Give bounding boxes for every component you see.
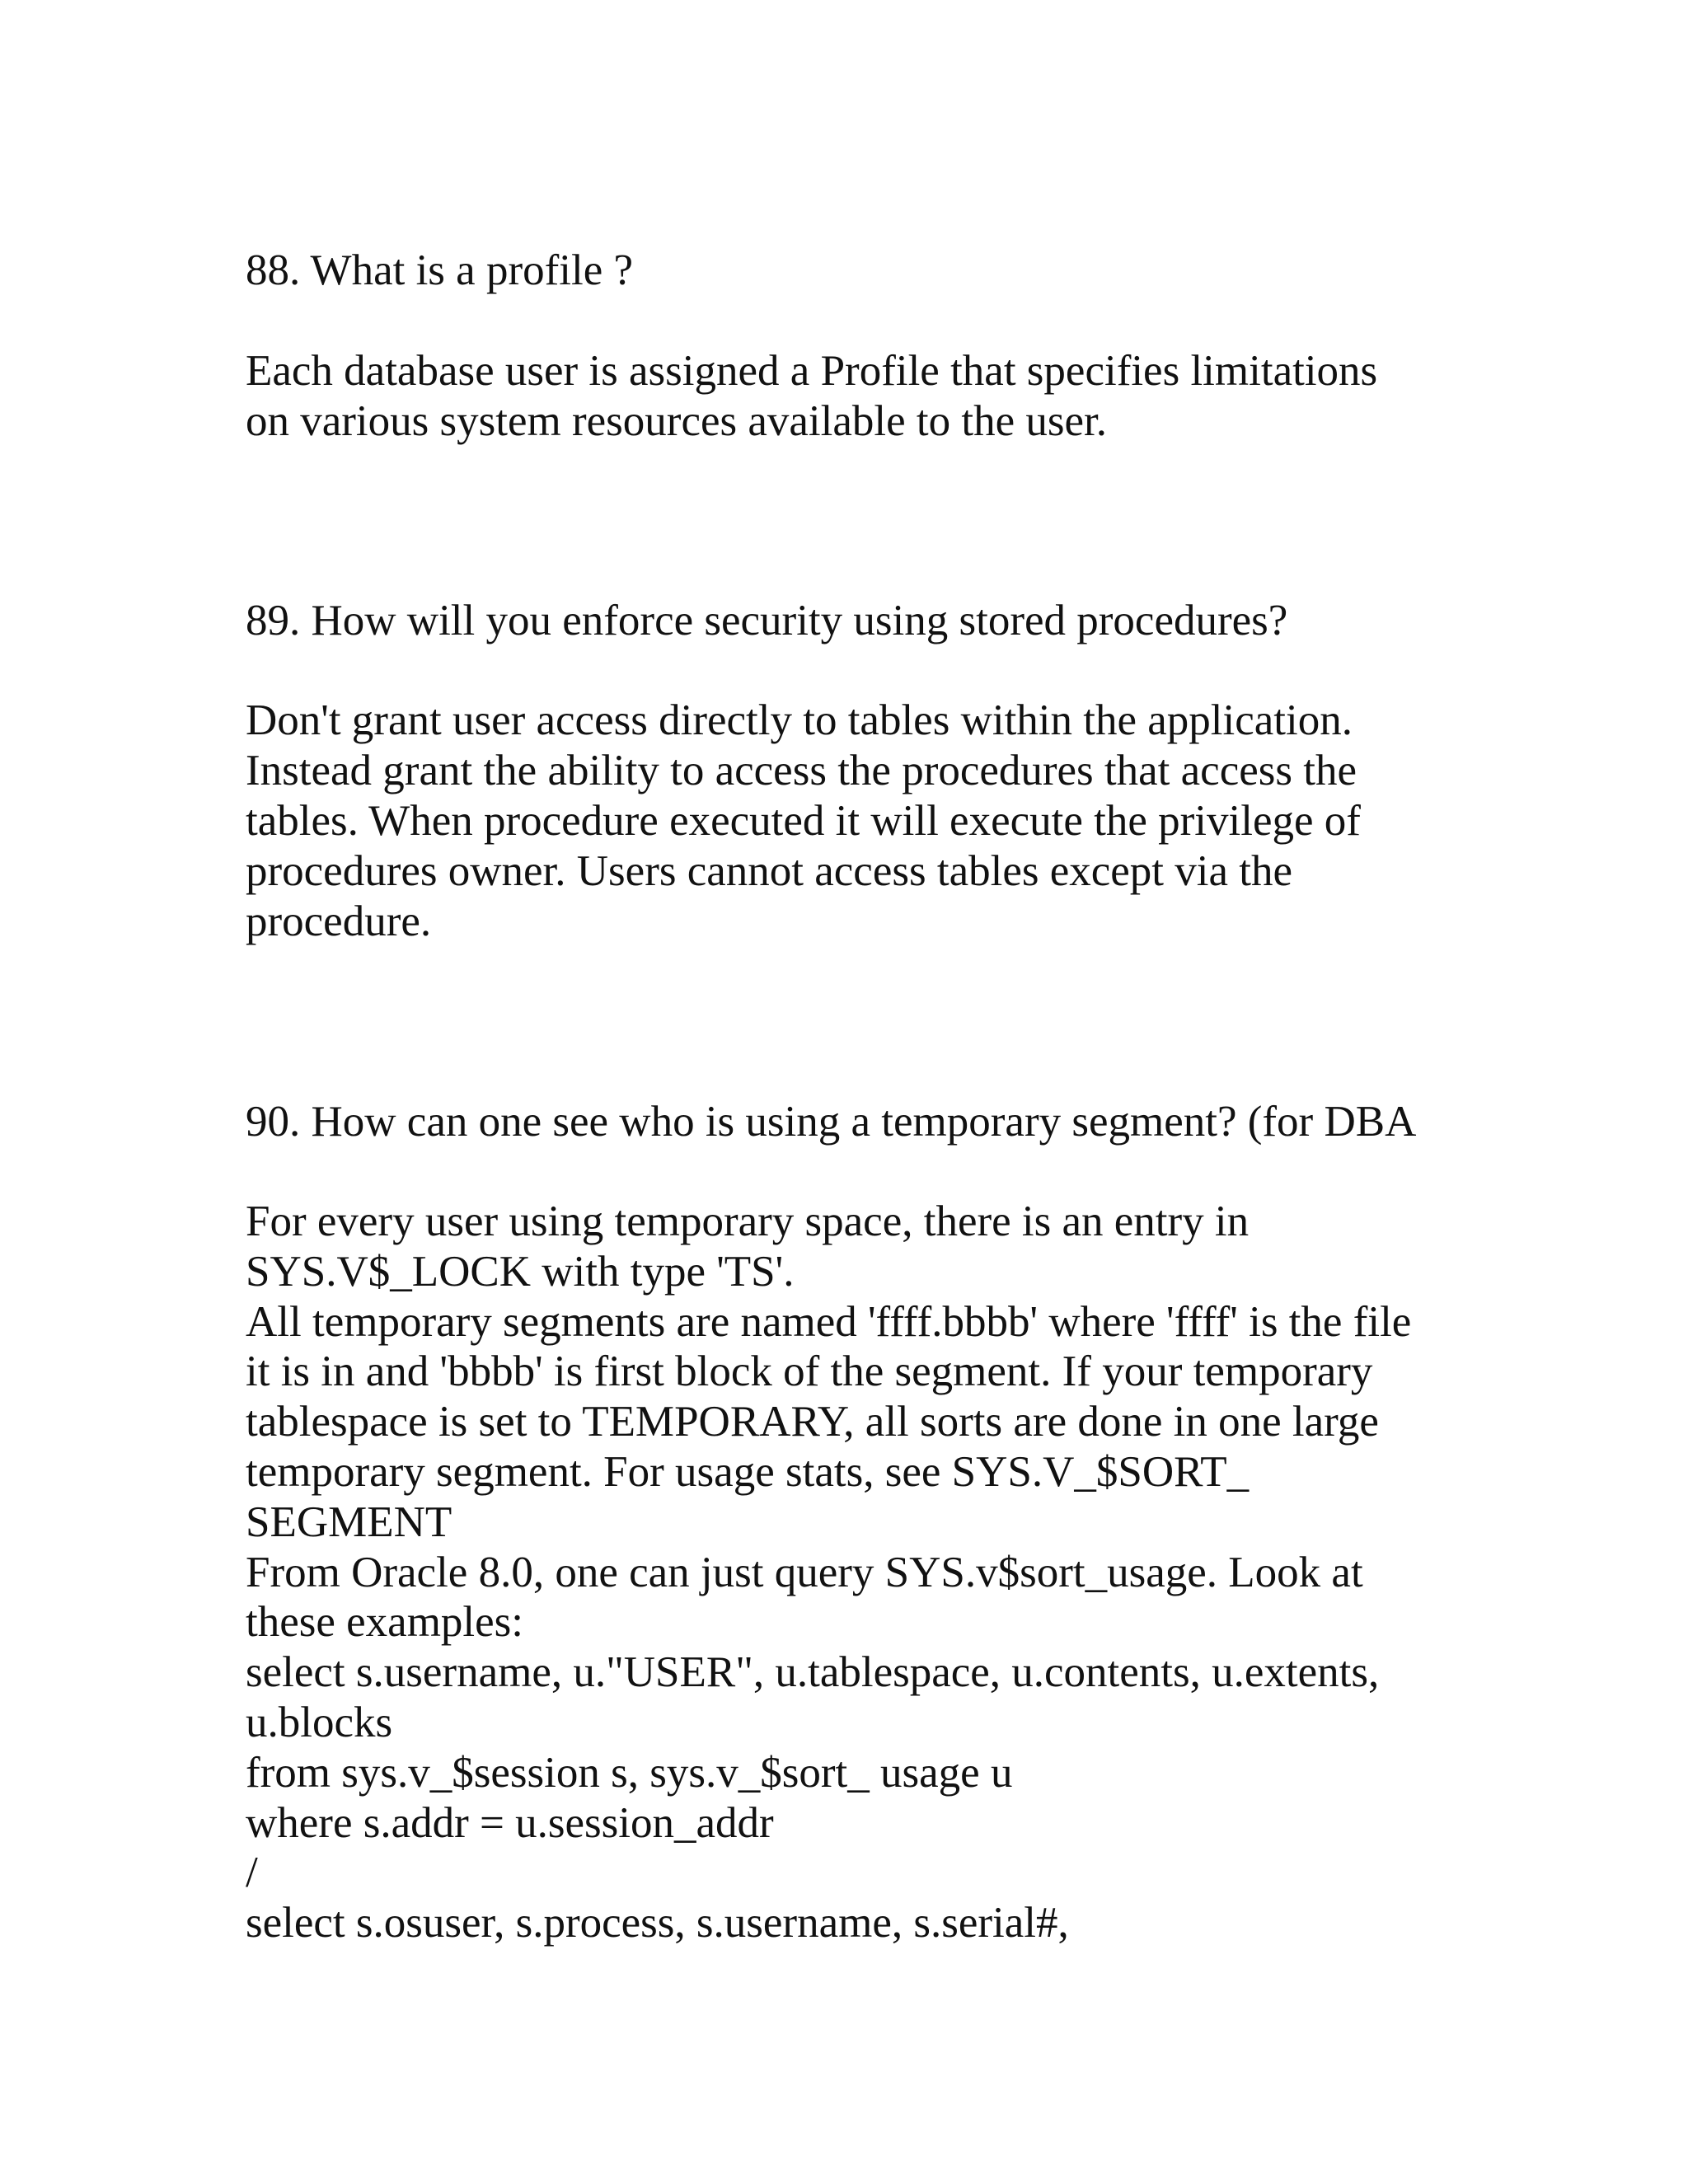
- answer-89-line-4: procedures owner. Users cannot access tables except via the: [246, 847, 1293, 895]
- answer-90-line-13: where s.addr = u.session_addr: [246, 1799, 774, 1847]
- answer-90-line-6: temporary segment. For usage stats, see SYS.V_$SORT_: [246, 1448, 1250, 1496]
- answer-90-line-12: from sys.v_$session s, sys.v_$sort_ usage u: [246, 1749, 1013, 1797]
- answer-89-line-3: tables. When procedure executed it will execute the privilege of: [246, 797, 1361, 845]
- answer-90-line-8: From Oracle 8.0, one can just query SYS.v$sort_usage. Look at: [246, 1549, 1363, 1596]
- answer-90-line-1: For every user using temporary space, there is an entry in: [246, 1197, 1250, 1245]
- question-88-heading: 88. What is a profile ?: [246, 246, 633, 294]
- answer-89-line-1: Don't grant user access directly to tables within the application.: [246, 696, 1353, 744]
- answer-88-line-2: on various system resources available to the user.: [246, 397, 1107, 445]
- answer-90-line-9: these examples:: [246, 1598, 524, 1646]
- question-90-heading: 90. How can one see who is using a temporary segment? (for DBA: [246, 1098, 1417, 1146]
- answer-90-line-10: select s.username, u."USER", u.tablespace, u.contents, u.extents,: [246, 1648, 1380, 1696]
- answer-90-line-4: it is in and 'bbbb' is first block of the segment. If your temporary: [246, 1347, 1373, 1395]
- answer-90-line-2: SYS.V$_LOCK with type 'TS'.: [246, 1248, 795, 1296]
- answer-90-line-5: tablespace is set to TEMPORARY, all sorts are done in one large: [246, 1398, 1379, 1446]
- answer-88-line-1: Each database user is assigned a Profile that specifies limitations: [246, 347, 1378, 395]
- answer-90-line-7: SEGMENT: [246, 1498, 452, 1546]
- answer-90-line-15: select s.osuser, s.process, s.username, s.serial#,: [246, 1899, 1069, 1947]
- answer-89-line-2: Instead grant the ability to access the procedures that access the: [246, 747, 1357, 794]
- answer-90-line-11: u.blocks: [246, 1699, 393, 1746]
- answer-89-line-5: procedure.: [246, 898, 432, 945]
- answer-90-line-14: /: [246, 1849, 258, 1896]
- question-89-heading: 89. How will you enforce security using stored procedures?: [246, 597, 1288, 644]
- answer-90-line-3: All temporary segments are named 'ffff.bbbb' where 'ffff' is the file: [246, 1298, 1412, 1346]
